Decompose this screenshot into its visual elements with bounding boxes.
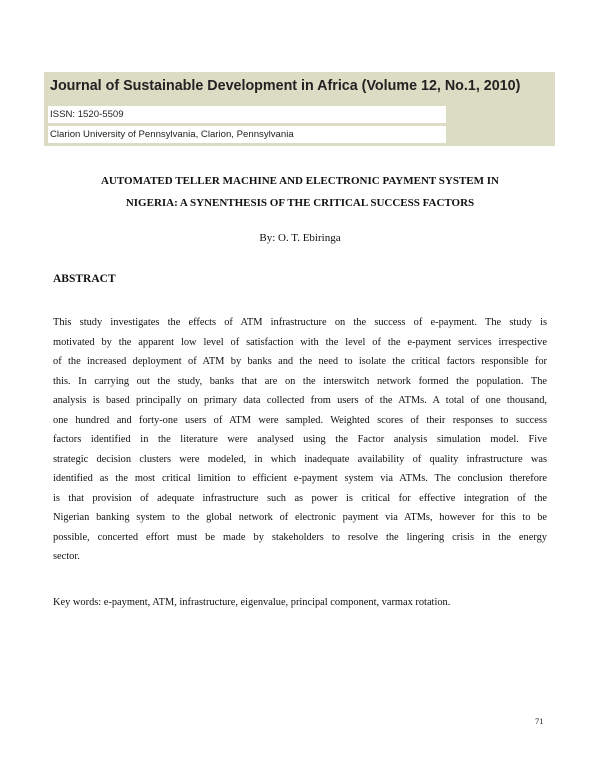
abstract-line: analysis is based principally on primary data collected from users of the ATMs. A total of one thousand, [53,395,547,406]
journal-title: Journal of Sustainable Development in Africa (Volume 12, No.1, 2010) [50,78,521,94]
abstract-line: possible, concerted effort must be made by stakeholders to resolve the lingering crisis in the energy [53,531,547,543]
abstract-line: one hundred and forty-one users of ATM were sampled. Weighted scores of their responses to success [53,414,547,426]
abstract-line: identified as the most critical limition to efficient e-payment system via ATMs. The conclusion therefore [53,473,547,484]
abstract-line: motivated by the apparent low level of satisfaction with the level of the e-payment services irrespective [53,336,547,348]
author-line: By: O. T. Ebiringa [259,232,341,244]
abstract-line: strategic decision clusters were modeled, in which inadequate availability of quality infrastructure was [53,453,547,465]
paper-title [60,170,540,214]
abstract-line: this. In carrying out the study, banks that are on the interswitch network formed the population. The [53,375,547,387]
abstract-body [53,313,547,567]
page-number: 71 [535,716,544,726]
abstract-line: sector. [53,551,80,562]
issn-row: ISSN: 1520-5509 [48,106,446,123]
abstract-line: is that provision of adequate infrastructure such as power is critical for effective integration of the [53,492,547,504]
abstract-line: Nigerian banking system to the global network of electronic payment via ATMs, however for this to be [53,512,547,523]
abstract-line: This study investigates the effects of ATM infrastructure on the success of e-payment. The study is [53,317,547,328]
publisher-row: Clarion University of Pennsylvania, Clarion, Pennsylvania [48,126,446,143]
paper-title-line: AUTOMATED TELLER MACHINE AND ELECTRONIC PAYMENT SYSTEM IN [100,175,499,187]
abstract-line: of the increased deployment of ATM by banks and the need to isolate the critical factors responsible for [53,356,547,367]
keywords-line: Key words: e-payment, ATM, infrastructure, eigenvalue, principal component, varmax rotation. [53,597,451,608]
abstract-line: factors identified in the literature were analysed using the Factor analysis simulation model. Five [53,434,547,445]
abstract-heading: ABSTRACT [53,273,116,285]
paper-title-line: NIGERIA: A SYNENTHESIS OF THE CRITICAL SUCCESS FACTORS [125,197,475,209]
